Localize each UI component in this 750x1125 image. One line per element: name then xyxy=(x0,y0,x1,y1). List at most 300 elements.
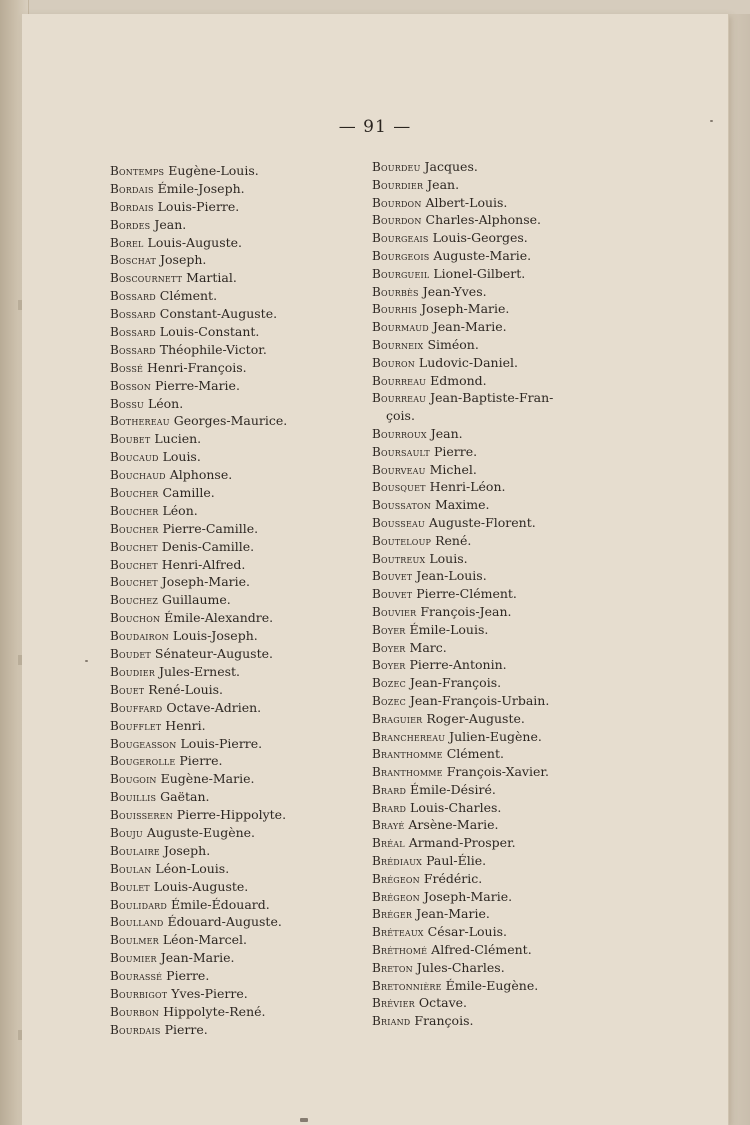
name-entry xyxy=(372,550,632,568)
surname: Bothereau xyxy=(110,414,170,429)
name-entry xyxy=(110,395,365,413)
name-entry xyxy=(110,377,365,395)
surname: Boulidard xyxy=(110,897,168,912)
surname: Brard xyxy=(372,800,407,815)
given-names: Ludovic-Daniel. xyxy=(418,354,518,370)
given-names: Joseph-Marie. xyxy=(423,888,513,904)
name-entry xyxy=(110,878,365,896)
name-entry xyxy=(372,300,632,318)
name-entry xyxy=(110,359,365,377)
surname: Bordais xyxy=(110,199,154,214)
given-names: Léon. xyxy=(147,395,184,411)
surname: Boucher xyxy=(110,503,159,518)
given-names: Alfred-Clément. xyxy=(431,942,532,958)
name-entry xyxy=(372,710,632,728)
name-entry xyxy=(372,585,632,603)
name-entry xyxy=(110,699,365,717)
surname: Bouchet xyxy=(110,539,158,554)
given-names: Octave-Adrien. xyxy=(166,699,262,715)
surname: Boucher xyxy=(110,486,159,501)
given-names: Louis-Pierre. xyxy=(180,735,263,751)
surname: Bousquet xyxy=(372,480,426,495)
given-names: Eugène-Louis. xyxy=(168,163,259,178)
given-names: Édouard-Auguste. xyxy=(167,914,282,930)
name-entry xyxy=(372,905,632,923)
name-entry xyxy=(372,888,632,906)
surname: Branthomme xyxy=(372,747,443,762)
name-entry xyxy=(110,484,365,502)
name-entry xyxy=(110,556,365,574)
surname: Bouron xyxy=(372,355,415,370)
surname: Bossé xyxy=(110,360,144,375)
surname: Bouchaud xyxy=(110,468,166,483)
binding-stitch xyxy=(18,655,22,665)
surname: Bourdeu xyxy=(372,160,421,174)
given-names: Pierre. xyxy=(164,1021,208,1037)
surname: Boulet xyxy=(110,879,150,894)
surname: Bourveau xyxy=(372,462,426,477)
surname: Bouvet xyxy=(372,587,413,602)
given-names: Guillaume. xyxy=(162,592,231,608)
given-names: Jean. xyxy=(430,425,463,441)
surname: Boyer xyxy=(372,658,406,673)
given-names: Jean. xyxy=(154,216,187,232)
name-entry xyxy=(372,621,632,639)
given-names: Pierre. xyxy=(179,753,223,769)
surname: Breton xyxy=(372,960,413,975)
name-entry xyxy=(110,609,365,627)
given-names: Lionel-Gilbert. xyxy=(433,265,526,281)
given-names: Louis-Charles. xyxy=(410,799,502,815)
surname: Boutreux xyxy=(372,551,426,566)
name-entry xyxy=(372,674,632,692)
surname: Boulland xyxy=(110,915,164,930)
name-entry xyxy=(372,425,632,443)
name-entry xyxy=(372,194,632,212)
surname: Bouvier xyxy=(372,604,417,619)
surname: Boumier xyxy=(110,951,157,966)
surname: Bouet xyxy=(110,682,145,697)
given-names: Léon-Marcel. xyxy=(162,932,247,948)
name-entry xyxy=(372,443,632,461)
left-name-column xyxy=(110,162,365,1039)
given-names: Auguste-Florent. xyxy=(428,514,536,530)
given-names: Charles-Alphonse. xyxy=(425,212,542,228)
surname: Boubet xyxy=(110,432,151,447)
given-names: Émile-Édouard. xyxy=(171,896,270,912)
page xyxy=(22,14,728,1125)
name-entry xyxy=(110,430,365,448)
given-names: Jacques. xyxy=(424,159,478,174)
given-names: Constant-Auguste. xyxy=(159,306,278,322)
name-entry xyxy=(372,781,632,799)
name-entry xyxy=(372,532,632,550)
surname: Brayé xyxy=(372,818,405,833)
name-entry xyxy=(110,573,365,591)
given-names: Pierre-Antonin. xyxy=(409,657,507,673)
given-names: François. xyxy=(414,1013,474,1029)
surname: Boursault xyxy=(372,444,430,459)
given-names: Jean-Marie. xyxy=(416,906,490,922)
name-entry xyxy=(110,234,365,252)
given-names: Alphonse. xyxy=(169,467,233,483)
surname: Braguier xyxy=(372,711,423,726)
name-entry xyxy=(110,860,365,878)
surname: Bouisseren xyxy=(110,808,173,823)
given-names: Siméon. xyxy=(427,336,479,352)
name-entry xyxy=(110,287,365,305)
surname: Bourreau xyxy=(372,391,427,406)
given-names: Sénateur-Auguste. xyxy=(154,646,273,662)
name-entry xyxy=(372,389,632,407)
name-entry xyxy=(110,502,365,520)
name-entry xyxy=(372,870,632,888)
given-names: Louis-Joseph. xyxy=(172,628,258,644)
given-names: Eugène-Marie. xyxy=(160,771,255,787)
given-names: Gaëtan. xyxy=(160,789,210,805)
binding-stitch xyxy=(18,1030,22,1040)
given-names: Jean. xyxy=(427,176,460,192)
given-names: Louis-Constant. xyxy=(159,324,260,340)
name-entry xyxy=(372,834,632,852)
given-names: François-Jean. xyxy=(420,603,512,619)
surname: Bousseau xyxy=(372,515,425,530)
surname: Bontemps xyxy=(110,164,165,178)
paper-speck xyxy=(85,660,88,662)
name-entry xyxy=(372,923,632,941)
name-entry xyxy=(110,180,365,198)
given-names: Auguste-Eugène. xyxy=(146,824,256,840)
name-entry xyxy=(372,354,632,372)
name-entry xyxy=(110,412,365,430)
binding-stitch xyxy=(18,300,22,310)
given-names: Paul-Élie. xyxy=(426,853,487,869)
surname: Bougeasson xyxy=(110,736,177,751)
name-entry xyxy=(110,162,365,180)
given-names: Jean-François. xyxy=(409,675,502,691)
surname: Bourassé xyxy=(110,969,163,984)
name-entry xyxy=(372,407,632,425)
given-names: Émile-Alexandre. xyxy=(164,610,274,626)
given-names: Émile-Désiré. xyxy=(410,781,496,797)
name-entry xyxy=(110,305,365,323)
given-names: Jean-Marie. xyxy=(432,319,507,335)
given-names: Albert-Louis. xyxy=(425,194,508,210)
given-names: Edmond. xyxy=(430,372,487,388)
given-names: Julien-Eugène. xyxy=(449,728,542,744)
surname: Boyer xyxy=(372,622,406,637)
surname: Branthomme xyxy=(372,765,443,780)
name-entry xyxy=(110,448,365,466)
name-entry xyxy=(110,591,365,609)
given-names: Émile-Louis. xyxy=(409,621,489,637)
surname: Brard xyxy=(372,782,407,797)
surname: Boufflet xyxy=(110,718,162,733)
given-names: Louis-Auguste. xyxy=(153,878,249,894)
given-names: César-Louis. xyxy=(427,924,507,940)
name-entry xyxy=(110,788,365,806)
given-names: Joseph-Marie. xyxy=(161,574,251,590)
surname: Brédiaux xyxy=(372,854,423,869)
given-names: Théophile-Victor. xyxy=(159,341,267,357)
surname: Boyer xyxy=(372,640,406,655)
surname: Bossard xyxy=(110,342,156,357)
surname: Bossard xyxy=(110,307,156,322)
surname: Bréger xyxy=(372,907,413,922)
given-names: Louis-Pierre. xyxy=(157,198,240,214)
given-names: Pierre-Hippolyte. xyxy=(176,807,287,823)
surname: Bretonnière xyxy=(372,978,442,993)
given-names: Louis-Georges. xyxy=(432,230,528,246)
name-entry xyxy=(110,896,365,914)
surname: Boulan xyxy=(110,861,152,876)
given-names: Pierre. xyxy=(433,443,478,459)
given-names: Pierre. xyxy=(166,968,210,984)
surname: Bossard xyxy=(110,289,156,304)
given-names: René-Louis. xyxy=(148,681,224,697)
given-names: Pierre-Marie. xyxy=(154,377,240,393)
name-entry xyxy=(110,341,365,359)
surname: Bourdon xyxy=(372,213,422,228)
given-names: Henri. xyxy=(165,717,206,733)
given-names: Louis. xyxy=(429,550,468,566)
surname: Borel xyxy=(110,235,144,250)
surname: Bouju xyxy=(110,825,143,840)
surname: Bouffard xyxy=(110,700,163,715)
surname: Bourbigot xyxy=(110,986,168,1001)
surname: Bréthomé xyxy=(372,943,428,958)
name-entry xyxy=(372,283,632,301)
surname: Bordais xyxy=(110,181,154,196)
given-names: Jean-Yves. xyxy=(422,283,487,299)
surname: Bourbès xyxy=(372,284,419,299)
name-entry xyxy=(372,158,632,176)
name-entry xyxy=(372,567,632,585)
surname: Bossu xyxy=(110,396,144,411)
surname: Bourneix xyxy=(372,337,424,352)
surname: Brévier xyxy=(372,996,415,1011)
surname: Bordes xyxy=(110,217,151,232)
name-entry xyxy=(372,1012,632,1030)
name-entry xyxy=(372,959,632,977)
surname: Bouchet xyxy=(110,557,158,572)
surname: Bréal xyxy=(372,836,405,851)
surname: Boschat xyxy=(110,253,157,268)
name-entry xyxy=(372,318,632,336)
name-entry xyxy=(372,816,632,834)
name-entry xyxy=(372,336,632,354)
surname: Bouchez xyxy=(110,593,159,608)
name-entry xyxy=(110,681,365,699)
given-names: Louis. xyxy=(162,449,201,465)
name-entry xyxy=(110,627,365,645)
given-names: Maxime. xyxy=(434,497,490,513)
name-entry xyxy=(110,824,365,842)
surname: Boulmer xyxy=(110,933,159,948)
given-names: Joseph. xyxy=(163,842,211,858)
name-entry xyxy=(110,645,365,663)
given-names: Michel. xyxy=(429,461,477,477)
given-names: Armand-Prosper. xyxy=(408,835,516,851)
name-entry xyxy=(110,663,365,681)
name-entry xyxy=(372,372,632,390)
name-entry xyxy=(110,717,365,735)
given-names: Lucien. xyxy=(154,431,202,447)
surname: Bouteloup xyxy=(372,533,432,548)
surname: Briand xyxy=(372,1014,411,1029)
surname: Boudier xyxy=(110,664,155,679)
name-entry xyxy=(110,770,365,788)
surname: Bozec xyxy=(372,693,406,708)
given-names: Pierre-Clément. xyxy=(416,586,517,602)
name-entry xyxy=(110,323,365,341)
name-entry xyxy=(110,251,365,269)
given-names: Marc. xyxy=(409,639,447,655)
given-names: Henri-Léon. xyxy=(429,479,506,495)
name-entry xyxy=(372,478,632,496)
surname: Bosson xyxy=(110,378,151,393)
name-entry xyxy=(110,735,365,753)
name-entry xyxy=(372,514,632,532)
name-entry xyxy=(372,763,632,781)
given-names: Georges-Maurice. xyxy=(173,413,288,429)
name-entry xyxy=(110,466,365,484)
given-names: Henri-Alfred. xyxy=(161,556,246,572)
given-names: Martial. xyxy=(186,270,237,286)
name-entry xyxy=(372,852,632,870)
right-name-column xyxy=(372,158,632,1030)
name-entry xyxy=(110,806,365,824)
given-names: Louis-Auguste. xyxy=(147,234,242,250)
name-entry xyxy=(110,931,365,949)
given-names: Joseph-Marie. xyxy=(421,301,510,317)
name-entry xyxy=(372,639,632,657)
given-names: Arsène-Marie. xyxy=(408,817,499,833)
given-names: Joseph. xyxy=(160,252,207,268)
surname: Bourgueil xyxy=(372,266,430,281)
given-names: çois. xyxy=(386,408,415,424)
given-names: Pierre-Camille. xyxy=(162,520,259,536)
surname: Bougerolle xyxy=(110,754,176,769)
name-entry xyxy=(372,977,632,995)
paper-speck xyxy=(300,1118,308,1122)
given-names: Camille. xyxy=(162,485,215,501)
name-entry xyxy=(372,211,632,229)
name-entry xyxy=(372,994,632,1012)
name-entry xyxy=(110,216,365,234)
given-names: René. xyxy=(435,532,472,548)
surname: Bourdier xyxy=(372,177,424,192)
surname: Bossard xyxy=(110,325,156,340)
surname: Bourgeois xyxy=(372,248,430,263)
given-names: François-Xavier. xyxy=(446,764,549,780)
surname: Bourhis xyxy=(372,302,418,317)
surname: Bouillis xyxy=(110,790,157,805)
given-names: Yves-Pierre. xyxy=(171,985,248,1001)
name-entry xyxy=(110,842,365,860)
given-names: Roger-Auguste. xyxy=(426,710,525,726)
given-names: Émile-Joseph. xyxy=(157,180,245,196)
given-names: Émile-Eugène. xyxy=(445,977,539,993)
name-entry xyxy=(372,728,632,746)
surname: Brégeon xyxy=(372,889,420,904)
surname: Bozec xyxy=(372,676,406,691)
surname: Bougoin xyxy=(110,772,157,787)
surname: Boucher xyxy=(110,521,159,536)
given-names: Denis-Camille. xyxy=(161,538,255,554)
name-entry xyxy=(110,269,365,287)
surname: Bourdais xyxy=(110,1022,161,1037)
surname: Bouchon xyxy=(110,611,161,626)
name-entry xyxy=(372,603,632,621)
surname: Bourmaud xyxy=(372,320,429,335)
name-entry xyxy=(110,1003,365,1021)
given-names: Jean-Baptiste-Fran- xyxy=(430,390,554,406)
name-entry xyxy=(372,799,632,817)
name-entry xyxy=(372,656,632,674)
page-number: — 91 — xyxy=(338,117,412,137)
name-entry xyxy=(110,198,365,216)
given-names: Hippolyte-René. xyxy=(163,1003,266,1019)
given-names: Clément. xyxy=(159,288,218,304)
surname: Bourroux xyxy=(372,426,427,441)
name-entry xyxy=(110,1021,365,1039)
name-entry xyxy=(110,752,365,770)
given-names: Léon. xyxy=(162,502,198,518)
name-entry xyxy=(110,967,365,985)
name-entry xyxy=(372,461,632,479)
surname: Bréteaux xyxy=(372,925,424,940)
name-entry xyxy=(110,985,365,1003)
surname: Boudairon xyxy=(110,629,169,644)
name-entry xyxy=(110,520,365,538)
given-names: Henri-François. xyxy=(147,359,247,375)
surname: Boulaire xyxy=(110,843,160,858)
name-entry xyxy=(372,496,632,514)
surname: Boscournett xyxy=(110,271,183,286)
name-entry xyxy=(372,692,632,710)
name-entry xyxy=(372,247,632,265)
name-entry xyxy=(372,745,632,763)
surname: Brégeon xyxy=(372,871,420,886)
surname: Branchereau xyxy=(372,729,446,744)
surname: Bourbon xyxy=(110,1004,160,1019)
surname: Bourreau xyxy=(372,373,427,388)
given-names: Jean-Louis. xyxy=(416,568,487,584)
name-entry xyxy=(110,913,365,931)
given-names: Jean-François-Urbain. xyxy=(409,692,550,708)
given-names: Clément. xyxy=(446,746,504,762)
surname: Bouvet xyxy=(372,569,413,584)
paper-speck xyxy=(710,120,713,122)
given-names: Frédéric. xyxy=(423,870,483,886)
surname: Boudet xyxy=(110,647,151,662)
name-entry xyxy=(372,941,632,959)
name-entry xyxy=(110,949,365,967)
given-names: Jules-Ernest. xyxy=(158,663,241,679)
name-entry xyxy=(372,229,632,247)
surname: Boussaton xyxy=(372,498,431,513)
surname: Bourgeais xyxy=(372,231,429,246)
surname: Boucaud xyxy=(110,450,159,465)
surname: Bouchet xyxy=(110,575,158,590)
given-names: Jules-Charles. xyxy=(416,959,505,975)
name-entry xyxy=(372,176,632,194)
given-names: Léon-Louis. xyxy=(155,860,230,876)
name-entry xyxy=(110,538,365,556)
given-names: Auguste-Marie. xyxy=(433,247,532,263)
page-edge xyxy=(728,14,750,1125)
